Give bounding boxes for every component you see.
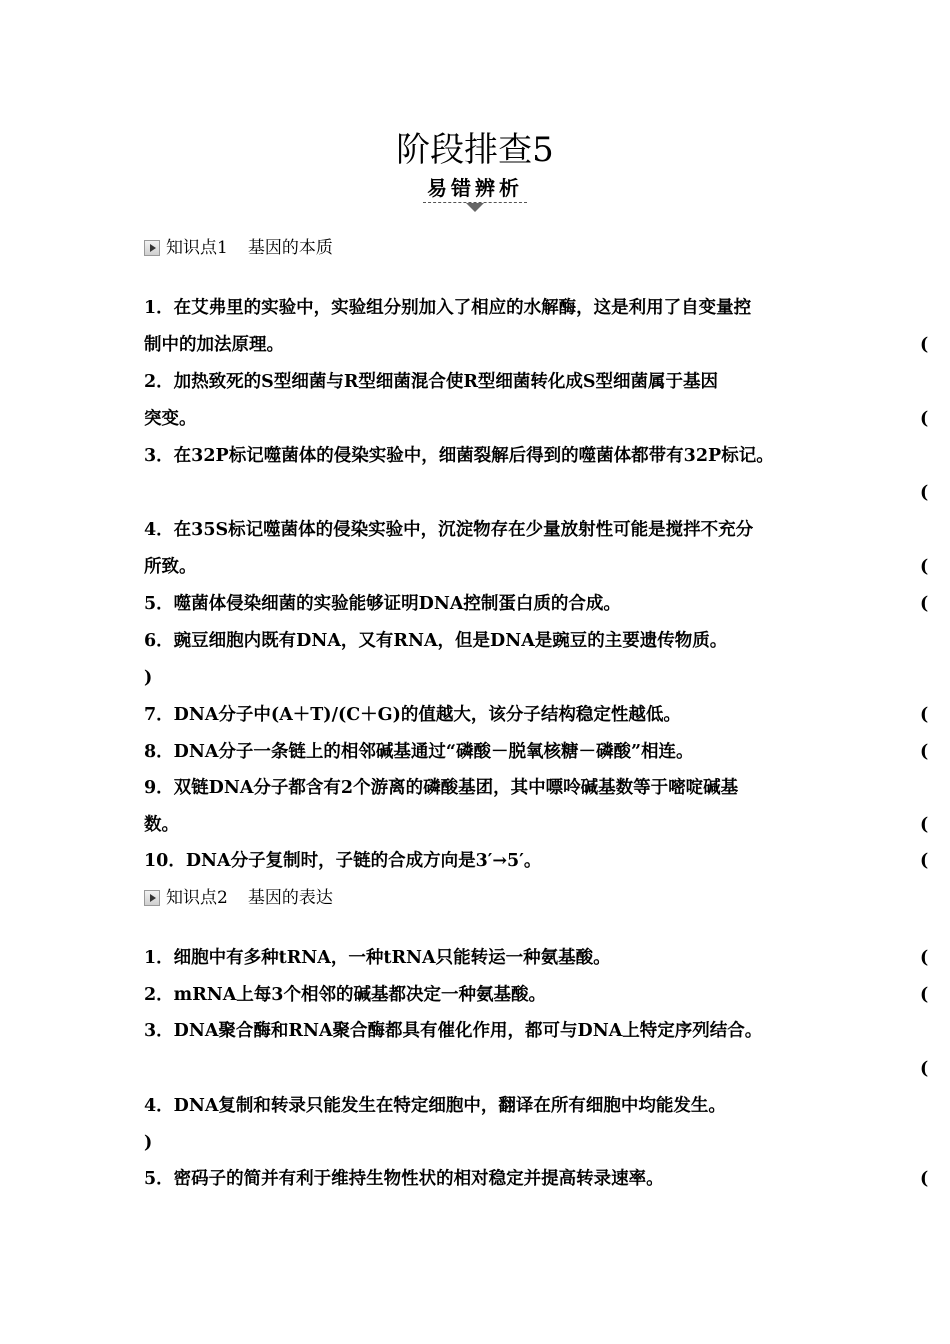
page-title: 阶段排查5 xyxy=(396,130,554,170)
page-subtitle: 易错辨析 xyxy=(423,176,527,203)
answer-paren: ( xyxy=(920,948,929,968)
section-label: 知识点1 xyxy=(166,238,228,258)
list-item: 1．细胞中有多种tRNA，一种tRNA只能转运一种氨基酸。 xyxy=(144,948,611,968)
list-item: 1．在艾弗里的实验中，实验组分别加入了相应的水解酶，这是利用了自变量控 xyxy=(144,298,752,318)
answer-paren: ( xyxy=(920,594,929,614)
list-item: 制中的加法原理。 xyxy=(144,335,284,355)
triangle-down-icon xyxy=(466,203,484,212)
list-item: 4．DNA复制和转录只能发生在特定细胞中，翻译在所有细胞中均能发生。 xyxy=(144,1096,726,1116)
answer-paren: ( xyxy=(920,985,929,1005)
list-item: 突变。 xyxy=(144,409,197,429)
list-item: 5．噬菌体侵染细菌的实验能够证明DNA控制蛋白质的合成。 xyxy=(144,594,621,614)
answer-paren: ( xyxy=(920,335,929,355)
answer-paren: ( xyxy=(920,483,929,503)
play-icon xyxy=(144,890,160,906)
play-icon xyxy=(144,240,160,256)
list-item: 10．DNA分子复制时，子链的合成方向是3′→5′。 xyxy=(144,851,542,871)
answer-paren: ( xyxy=(920,705,929,725)
list-item: 数。 xyxy=(144,815,179,835)
list-item: 3．DNA聚合酶和RNA聚合酶都具有催化作用，都可与DNA上特定序列结合。 xyxy=(144,1021,763,1041)
answer-paren: ( xyxy=(920,742,929,762)
list-item: 9．双链DNA分子都含有2个游离的磷酸基团，其中嘌呤碱基数等于嘧啶碱基 xyxy=(144,778,739,798)
section-label: 知识点2 xyxy=(166,888,228,908)
list-item: 5．密码子的简并有利于维持生物性状的相对稳定并提高转录速率。 xyxy=(144,1169,664,1189)
list-item: 7．DNA分子中(A＋T)/(C＋G)的值越大，该分子结构稳定性越低。 xyxy=(144,705,681,725)
list-item: 8．DNA分子一条链上的相邻碱基通过“磷酸－脱氧核糖－磷酸”相连。 xyxy=(144,742,694,762)
list-item: 4．在35S标记噬菌体的侵染实验中，沉淀物存在少量放射性可能是搅拌不充分 xyxy=(144,520,754,540)
section-heading-1 xyxy=(144,236,333,260)
list-item: 2．加热致死的S型细菌与R型细菌混合使R型细菌转化成S型细菌属于基因 xyxy=(144,372,719,392)
list-item: ) xyxy=(144,1133,153,1153)
section-name: 基因的本质 xyxy=(247,238,333,258)
answer-paren: ( xyxy=(920,409,929,429)
list-item: 3．在32P标记噬菌体的侵染实验中，细菌裂解后得到的噬菌体都带有32P标记。 xyxy=(144,446,774,466)
list-item: 所致。 xyxy=(144,557,197,577)
section-heading-2 xyxy=(144,886,333,910)
answer-paren: ( xyxy=(920,1059,929,1079)
list-item: ) xyxy=(144,668,153,688)
answer-paren: ( xyxy=(920,1169,929,1189)
answer-paren: ( xyxy=(920,851,929,871)
answer-paren: ( xyxy=(920,557,929,577)
section-name: 基因的表达 xyxy=(247,888,333,908)
list-item: 2．mRNA上每3个相邻的碱基都决定一种氨基酸。 xyxy=(144,985,546,1005)
answer-paren: ( xyxy=(920,815,929,835)
list-item: 6．豌豆细胞内既有DNA，又有RNA，但是DNA是豌豆的主要遗传物质。 xyxy=(144,631,728,651)
